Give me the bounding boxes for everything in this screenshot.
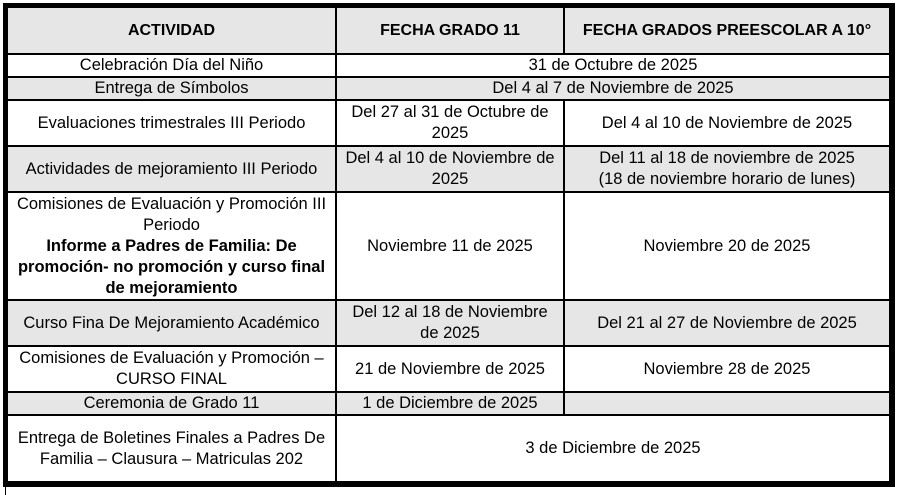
activity-bold-note: Informe a Padres de Familia: De promoción- no promoción y curso final de mejoramiento	[17, 236, 326, 297]
grade11-date-cell: 1 de Diciembre de 2025	[336, 392, 564, 415]
preschool-date-cell	[564, 392, 890, 415]
activity-cell: Entrega de Símbolos	[7, 77, 336, 100]
table-row	[7, 392, 890, 415]
schedule-table	[6, 6, 891, 483]
activity-cell: Curso Fina De Mejoramiento Académico	[7, 300, 336, 346]
table-row	[7, 100, 890, 146]
header-activity: ACTIVIDAD	[7, 7, 336, 54]
table-row	[7, 415, 890, 482]
preschool-date-text: Del 11 al 18 de noviembre de 2025	[599, 149, 855, 167]
preschool-date-cell: Noviembre 28 de 2025	[564, 346, 890, 392]
preschool-date-cell	[564, 146, 890, 192]
header-preschool-to-10-date: FECHA GRADOS PREESCOLAR A 10°	[564, 7, 890, 54]
table-row	[7, 54, 890, 77]
table-row	[7, 300, 890, 346]
shared-date-cell: Del 4 al 7 de Noviembre de 2025	[336, 77, 890, 100]
activity-cell: Celebración Día del Niño	[7, 54, 336, 77]
header-row	[7, 7, 890, 54]
grade11-date-cell: Noviembre 11 de 2025	[336, 192, 564, 300]
preschool-date-cell: Noviembre 20 de 2025	[564, 192, 890, 300]
grade11-date-cell: Del 27 al 31 de Octubre de 2025	[336, 100, 564, 146]
activity-cell: Evaluaciones trimestrales III Periodo	[7, 100, 336, 146]
activity-text: Comisiones de Evaluación y Promoción III Periodo	[16, 194, 327, 234]
table-row	[7, 346, 890, 392]
grade11-date-cell: 21 de Noviembre de 2025	[336, 346, 564, 392]
activity-cell: Comisiones de Evaluación y Promoción – CURSO FINAL	[7, 346, 336, 392]
header-grade11-date: FECHA GRADO 11	[336, 7, 564, 54]
grade11-date-cell: Del 12 al 18 de Noviembre de 2025	[336, 300, 564, 346]
activity-cell: Actividades de mejoramiento III Periodo	[7, 146, 336, 192]
preschool-date-note: (18 de noviembre horario de lunes)	[598, 170, 856, 188]
preschool-date-cell: Del 4 al 10 de Noviembre de 2025	[564, 100, 890, 146]
grade11-date-cell: Del 4 al 10 de Noviembre de 2025	[336, 146, 564, 192]
activity-cell	[7, 192, 336, 300]
table-row	[7, 77, 890, 100]
shared-date-cell: 31 de Octubre de 2025	[336, 54, 890, 77]
activity-cell: Ceremonia de Grado 11	[7, 392, 336, 415]
table-row	[7, 146, 890, 192]
preschool-date-cell: Del 21 al 27 de Noviembre de 2025	[564, 300, 890, 346]
table-row	[7, 192, 890, 300]
activity-cell: Entrega de Boletines Finales a Padres De Familia – Clausura – Matriculas 202	[7, 415, 336, 482]
shared-date-cell: 3 de Diciembre de 2025	[336, 415, 890, 482]
page-margin-line	[5, 486, 6, 495]
